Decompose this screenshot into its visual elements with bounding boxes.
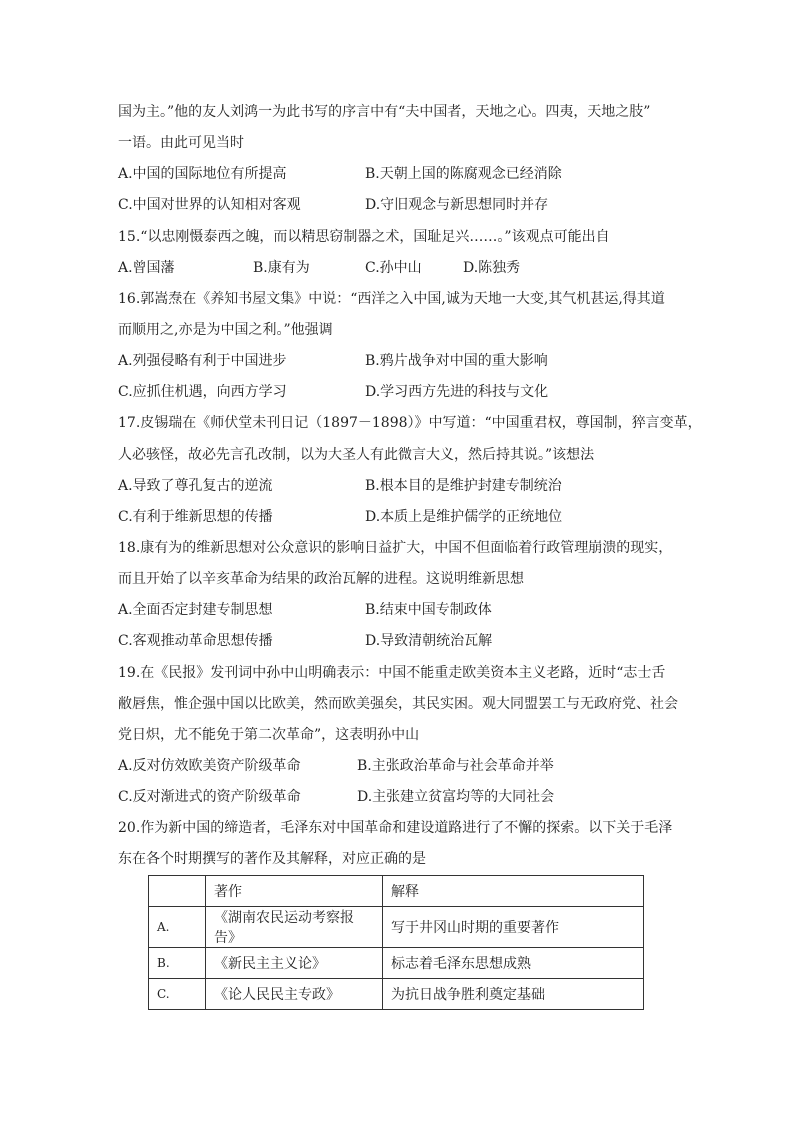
- option-c: C.中国对世界的认知相对客观: [118, 197, 301, 213]
- table-cell: 《湖南农民运动考察报告》: [206, 907, 383, 948]
- option-c: C.客观推动革命思想传播: [118, 633, 273, 649]
- option-d: D.学习西方先进的科技与文化: [365, 384, 549, 400]
- option-a: A.曾国藩: [118, 260, 175, 276]
- question-stem: 敝唇焦，惟企强中国以比欧美，然而欧美强矣，其民实困。观大同盟罢工与无政府党、社会: [118, 696, 678, 712]
- text-line: 国为主。”他的友人刘鸿一为此书写的序言中有“夫中国者，天地之心。四夷，天地之肢”: [118, 104, 651, 120]
- question-stem: 党日炽，尤不能免于第二次革命”，这表明孙中山: [118, 727, 420, 743]
- table-header-cell: 解释: [383, 876, 644, 907]
- table-cell: 《新民主主义论》: [206, 948, 383, 979]
- option-b: B.鸦片战争对中国的重大影响: [365, 353, 548, 369]
- question-stem: 东在各个时期撰写的著作及其解释，对应正确的是: [118, 851, 426, 867]
- option-b: B.天朝上国的陈腐观念已经消除: [365, 166, 562, 182]
- option-b: B.康有为: [253, 260, 310, 276]
- table-cell: 为抗日战争胜利奠定基础: [383, 979, 644, 1010]
- table-header-cell: [149, 876, 206, 907]
- table-header-cell: 著作: [206, 876, 383, 907]
- question-stem: 19.在《民报》发刊词中孙中山明确表示：中国不能重走欧美资本主义老路，近时“志士舌: [118, 665, 666, 681]
- table-header-row: [149, 876, 644, 907]
- works-table: [148, 875, 644, 1010]
- table-row: [149, 907, 644, 948]
- table-cell: B.: [149, 948, 206, 979]
- table-cell: 《论人民民主专政》: [206, 979, 383, 1010]
- option-a: A.导致了尊孔复古的逆流: [118, 478, 273, 494]
- question-stem: 人必骇怪，故必先言孔改制，以为大圣人有此微言大义，然后持其说。”该想法: [118, 447, 595, 463]
- option-c: C.孙中山: [365, 260, 422, 276]
- question-stem: 15.“以忠刚慑泰西之魄，而以精思窃制器之术，国耻足兴……。”该观点可能出自: [118, 229, 610, 245]
- table-row: [149, 979, 644, 1010]
- option-c: C.反对渐进式的资产阶级革命: [118, 789, 301, 805]
- option-b: B.根本目的是维护封建专制统治: [365, 478, 562, 494]
- option-d: D.陈独秀: [463, 260, 521, 276]
- option-a: A.中国的国际地位有所提高: [118, 166, 287, 182]
- question-stem: 而顺用之,亦是为中国之利。”他强调: [118, 322, 333, 338]
- table-cell: 标志着毛泽东思想成熟: [383, 948, 644, 979]
- option-d: D.守旧观念与新思想同时并存: [365, 197, 549, 213]
- option-a: A.列强侵略有利于中国进步: [118, 353, 287, 369]
- question-stem: 17.皮锡瑞在《师伏堂未刊日记（1897－1898）》中写道：“中国重君权，尊国制，猝言变革，: [118, 415, 702, 431]
- table-cell: 写于井冈山时期的重要著作: [383, 907, 644, 948]
- table-cell: A.: [149, 907, 206, 948]
- question-stem: 而且开始了以辛亥革命为结果的政治瓦解的进程。这说明维新思想: [118, 571, 524, 587]
- option-d: D.本质上是维护儒学的正统地位: [365, 509, 563, 525]
- option-b: B.结束中国专制政体: [365, 602, 492, 618]
- option-d: D.主张建立贫富均等的大同社会: [357, 789, 555, 805]
- option-b: B.主张政治革命与社会革命并举: [357, 758, 554, 774]
- question-stem: 20.作为新中国的缔造者，毛泽东对中国革命和建设道路进行了不懈的探索。以下关于毛泽: [118, 820, 673, 836]
- question-stem: 16.郭嵩焘在《养知书屋文集》中说：“西洋之入中国,诚为天地一大变,其气机甚运,得其道: [118, 291, 665, 307]
- option-c: C.应抓住机遇，向西方学习: [118, 384, 287, 400]
- option-a: A.全面否定封建专制思想: [118, 602, 273, 618]
- table-cell: C.: [149, 979, 206, 1010]
- option-c: C.有利于维新思想的传播: [118, 509, 273, 525]
- text-line: 一语。由此可见当时: [118, 135, 244, 151]
- option-a: A.反对仿效欧美资产阶级革命: [118, 758, 301, 774]
- option-d: D.导致清朝统治瓦解: [365, 633, 493, 649]
- question-stem: 18.康有为的维新思想对公众意识的影响日益扩大，中国不但面临着行政管理崩溃的现实，: [118, 540, 673, 556]
- table-row: [149, 948, 644, 979]
